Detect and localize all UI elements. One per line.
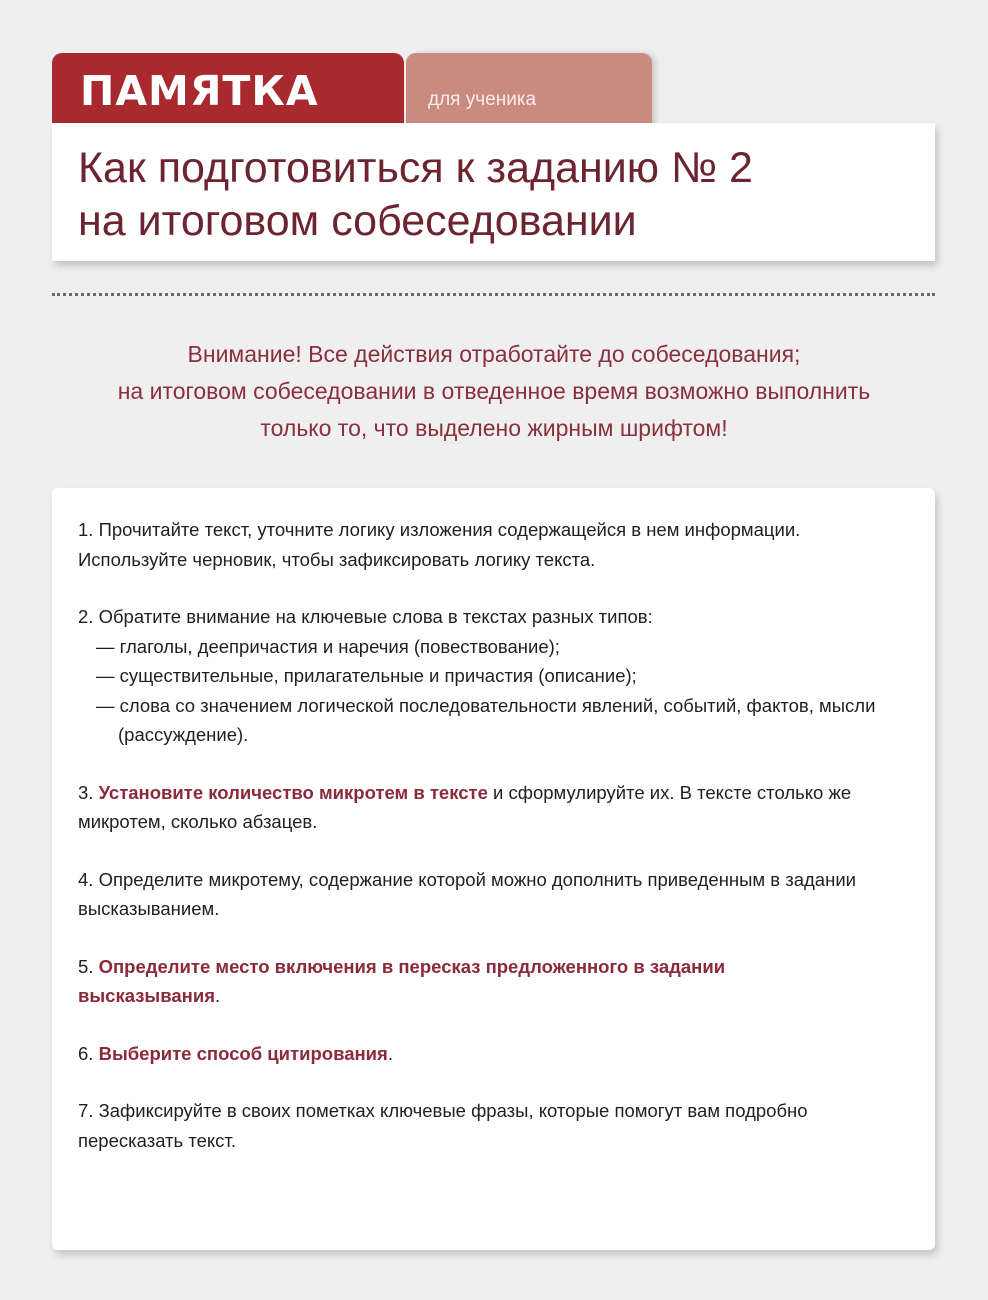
step-2-item-verbs: — глаголы, деепричастия и наречия (повествование); [96,635,560,657]
step-3-number: 3. [78,781,99,803]
step-2 [78,602,915,750]
dotted-divider [52,293,935,296]
step-2-item-logic-cont: (рассуждение). [118,724,249,745]
step-7-line1: 7. Зафиксируйте в своих пометках ключевые фразы, которые помогут вам подробно [78,1100,808,1121]
step-2-item-nouns: — существительные, прилагательные и причастия (описание); [96,665,637,686]
step-5-line1 [78,952,915,982]
step-5-number: 5. [78,955,99,977]
step-6-number: 6. [78,1042,99,1064]
page-title-line2: на итоговом собеседовании [78,197,637,245]
step-4 [78,865,915,924]
step-5-end: . [215,985,221,1006]
step-3-line1 [78,778,915,808]
step-5-line2 [78,981,915,1011]
step-6-highlight: Выберите способ цитирования [98,1042,388,1064]
notice-line1: Внимание! Все действия отработайте до собеседования; [187,341,801,367]
step-3-line2: микротем, сколько абзацев. [78,811,318,832]
step-5-highlight-line1: Определите место включения в пересказ предложенного в задании [98,955,726,977]
step-6-end: . [387,1042,393,1064]
step-5 [78,952,915,1011]
title-card [52,123,935,261]
step-2-item-logic: — слова со значением логической последовательности явлений, событий, фактов, мысли [96,694,876,716]
step-3-highlight: Установите количество микротем в тексте [98,781,488,803]
step-1-line2: Используйте черновик, чтобы зафиксировать логику текста. [78,548,596,570]
page-title-line1: Как подготовиться к заданию № 2 [78,144,753,192]
step-2-intro: 2. Обратите внимание на ключевые слова в текстах разных типов: [78,606,653,627]
attention-notice [40,336,948,447]
audience-label: для ученика [428,89,537,110]
memo-tab [52,53,404,125]
step-1 [78,515,915,574]
step-5-highlight-line2: высказывания [78,985,215,1006]
step-7 [78,1096,915,1155]
step-6 [78,1039,915,1069]
step-3-rest: и сформулируйте их. В тексте столько же [487,781,852,803]
step-6-line1 [78,1039,915,1069]
step-4-line2: высказыванием. [78,898,220,919]
step-3 [78,778,915,837]
step-1-line1: 1. Прочитайте текст, уточните логику изложения содержащейся в нем информации. [78,519,801,540]
step-4-line1: 4. Определите микротему, содержание которой можно дополнить приведенным в задании [78,868,856,890]
notice-line3: только то, что выделено жирным шрифтом! [260,415,728,441]
audience-tab [406,53,652,125]
step-7-line2: пересказать текст. [78,1129,236,1151]
memo-tab-label: ПАМЯТКА [80,67,319,115]
steps-card [52,488,935,1250]
notice-line2: на итоговом собеседовании в отведенное время возможно выполнить [117,378,871,404]
